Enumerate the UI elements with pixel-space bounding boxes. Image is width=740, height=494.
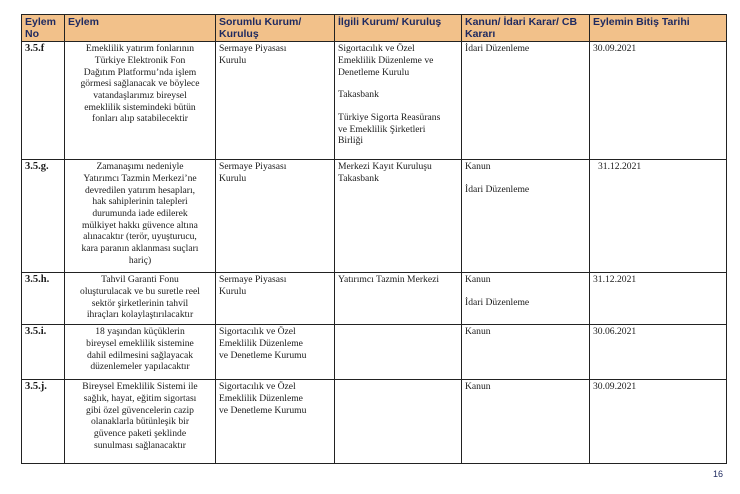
action-text-line: oluşturulacak ve bu suretle reel (80, 285, 200, 297)
responsible-institution-cell (216, 160, 335, 273)
responsible-text-line: Kurulu (219, 54, 247, 66)
action-description-cell (65, 42, 216, 160)
law-decision-cell (462, 380, 590, 464)
action-text-line: 18 yaşından küçüklerin (95, 326, 185, 338)
related-text-line: Merkezi Kayıt Kuruluşu (338, 161, 432, 173)
table-row (22, 273, 727, 325)
related-text-line: Takasbank (338, 172, 379, 184)
action-text-line: Dağıtım Platformu’nda işlem (83, 66, 197, 78)
action-id-cell: 3.5.h. (22, 273, 65, 325)
responsible-institution-cell (216, 42, 335, 160)
page-number: 16 (713, 469, 724, 479)
related-institution-cell (335, 273, 462, 325)
responsible-text-line: ve Denetleme Kurumu (219, 404, 307, 416)
related-text-line: Takasbank (338, 89, 379, 101)
responsible-text-line: Emeklilik Düzenleme (219, 337, 303, 349)
law-text-line: İdari Düzenleme (465, 296, 530, 308)
header-related: İlgili Kurum/ Kuruluş (335, 15, 462, 42)
action-text-line: sunulması sağlanacaktır (94, 439, 186, 451)
action-text-line: görmesi sağlanacak ve böylece (80, 78, 200, 90)
action-text-line: vatandaşlarımız bireysel (93, 89, 187, 101)
action-id-cell: 3.5.j. (22, 380, 65, 464)
related-text-line: Türkiye Sigorta Reasürans (338, 111, 441, 123)
action-text-line: alınacaktır (terör, uyuşturucu, (83, 231, 197, 243)
action-text-line: güvence paketi şeklinde (93, 427, 187, 439)
action-text-line: sektör şirketlerinin tahvil (91, 297, 189, 309)
table-row (22, 42, 727, 160)
paragraph-gap (465, 173, 586, 184)
end-date-cell: 30.06.2021 (590, 325, 727, 380)
header-row (22, 15, 727, 42)
action-id-cell: 3.5.i. (22, 325, 65, 380)
paragraph-gap (338, 101, 458, 112)
paragraph-gap (465, 286, 586, 297)
action-text-line: sağlık, hayat, eğitim sigortası (83, 392, 197, 404)
responsible-text-line: Sermaye Piyasası (219, 43, 287, 55)
responsible-institution-cell (216, 325, 335, 380)
law-text-line: Kanun (465, 274, 491, 286)
related-text-line: Yatırımcı Tazmin Merkezi (338, 274, 440, 286)
related-text-line: Birliği (338, 135, 364, 147)
action-text-line: Yatırımcı Tazmin Merkezi’ne (83, 172, 197, 184)
action-text-line: Emeklilik yatırım fonlarının (85, 43, 195, 55)
related-institution-cell (335, 380, 462, 464)
header-responsible: Sorumlu Kurum/ Kuruluş (216, 15, 335, 42)
action-text-line: Tahvil Garanti Fonu (101, 274, 179, 286)
related-text-line: ve Emeklilik Şirketleri (338, 123, 426, 135)
header-id: Eylem No (22, 15, 65, 42)
related-text-line: Denetleme Kurulu (338, 66, 410, 78)
responsible-text-line: ve Denetleme Kurumu (219, 349, 307, 361)
table-row (22, 160, 727, 273)
law-text-line: Kanun (465, 326, 491, 338)
action-text-line: dahil edilmesini sağlayacak (86, 349, 194, 361)
law-text-line: Kanun (465, 381, 491, 393)
action-text-line: devredilen yatırım hesapları, (84, 184, 196, 196)
responsible-text-line: Kurulu (219, 172, 247, 184)
action-text-line: düzenlemeler yapılacaktır (90, 361, 190, 373)
responsible-text-line: Sermaye Piyasası (219, 274, 287, 286)
table-row (22, 325, 727, 380)
related-text-line: Sigortacılık ve Özel (338, 43, 415, 55)
action-plan-table (21, 14, 727, 464)
action-text-line: hariç) (128, 254, 152, 266)
paragraph-gap (338, 78, 458, 89)
action-text-line: gibi özel güvencelerin cazip (86, 404, 194, 416)
action-description-cell (65, 160, 216, 273)
law-decision-cell (462, 273, 590, 325)
action-text-line: kara paranın aklanması suçları (81, 243, 199, 255)
header-end-date: Eylemin Bitiş Tarihi (590, 15, 727, 42)
action-text-line: durumunda iade edilerek (92, 207, 188, 219)
action-text-line: Türkiye Elektronik Fon (94, 54, 186, 66)
responsible-institution-cell (216, 380, 335, 464)
law-text-line: Kanun (465, 161, 491, 173)
action-text-line: mülkiyet hakkı güvence altına (82, 219, 198, 231)
header-law: Kanun/ İdari Karar/ CB Kararı (462, 15, 590, 42)
law-text-line: İdari Düzenleme (465, 43, 530, 55)
action-text-line: emeklilik sistemindeki bütün (84, 101, 196, 113)
action-id-cell: 3.5.g. (22, 160, 65, 273)
action-description-cell (65, 380, 216, 464)
end-date-cell: 31.12.2021 (590, 160, 727, 273)
responsible-text-line: Sigortacılık ve Özel (219, 326, 296, 338)
responsible-institution-cell (216, 273, 335, 325)
action-text-line: bireysel emeklilik sistemine (86, 337, 194, 349)
action-text-line: hak sahiplerinin talepleri (92, 196, 188, 208)
action-text-line: Bireysel Emeklilik Sistemi ile (82, 381, 198, 393)
related-text-line: Emeklilik Düzenleme ve (338, 54, 434, 66)
responsible-text-line: Emeklilik Düzenleme (219, 392, 303, 404)
action-description-cell (65, 325, 216, 380)
end-date-cell: 31.12.2021 (590, 273, 727, 325)
related-institution-cell (335, 160, 462, 273)
action-text-line: ihraçları kolaylaştırılacaktır (86, 309, 194, 321)
responsible-text-line: Kurulu (219, 285, 247, 297)
responsible-text-line: Sermaye Piyasası (219, 161, 287, 173)
action-id-cell: 3.5.f (22, 42, 65, 160)
header-action: Eylem (65, 15, 216, 42)
table-row (22, 380, 727, 464)
law-decision-cell (462, 160, 590, 273)
end-date-cell: 30.09.2021 (590, 42, 727, 160)
related-institution-cell (335, 42, 462, 160)
related-institution-cell (335, 325, 462, 380)
end-date-cell: 30.09.2021 (590, 380, 727, 464)
action-text-line: Zamanaşımı nedeniyle (96, 161, 184, 173)
responsible-text-line: Sigortacılık ve Özel (219, 381, 296, 393)
law-text-line: İdari Düzenleme (465, 183, 530, 195)
action-text-line: fonları alıp satabilecektir (92, 113, 188, 125)
law-decision-cell (462, 42, 590, 160)
law-decision-cell (462, 325, 590, 380)
action-text-line: olanaklarla bütünleşik bir (90, 416, 190, 428)
action-description-cell (65, 273, 216, 325)
